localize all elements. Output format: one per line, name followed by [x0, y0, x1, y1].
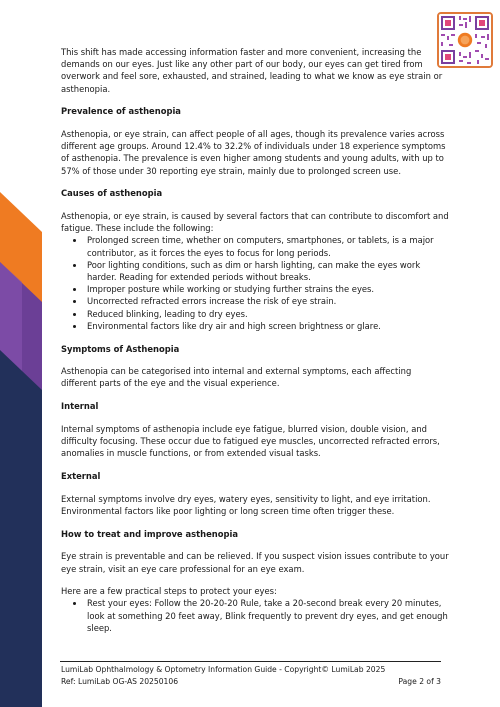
decorative-side-band [0, 0, 42, 707]
footer-reference: Ref: LumiLab OG-AS 20250106 [61, 676, 179, 686]
page-number: Page 2 of 3 [398, 676, 441, 686]
treat-paragraph: Eye strain is preventable and can be relieved. If you suspect vision issues contribute to your eye strain, visit an eye care professional for an eye exam. [61, 551, 449, 574]
prevalence-paragraph: Asthenopia, or eye strain, can affect people of all ages, though its prevalence varies across different age groups. Around 12.4% to 32.2% of individuals under 18 experience symptoms of asthenopia. The prevalence is even higher among students and young adults, with up to 57% of those under 30 reporting eye strain, mainly due to prolonged screen use. [61, 129, 446, 176]
intro-paragraph: This shift has made accessing information faster and more convenient, increasing the demands on our eyes. Just like any other part of our body, our eyes can get tired from overwork and feel sore, exhausted, and strained, leading to what we know as eye strain or asthenopia. [61, 47, 443, 94]
list-item: • Reduced blinking, leading to dry eyes. [85, 308, 449, 320]
internal-paragraph: Internal symptoms of asthenopia include eye fatigue, blurred vision, double vision, and difficulty focusing. These occur due to fatigued eye muscles, uncorrected refracted errors, anomalies in muscle functions, or from extended visual tasks. [61, 423, 440, 459]
external-paragraph: External symptoms involve dry eyes, watery eyes, sensitivity to light, and eye irritation. Environmental factors like poor lighting or long screen time often trigger these. [61, 493, 431, 516]
external-heading: External [61, 470, 101, 481]
causes-list [61, 234, 449, 332]
steps-intro: Here are a few practical steps to protect your eyes: [61, 586, 277, 597]
list-item: • Rest your eyes: Follow the 20-20-20 Rule, take a 20-second break every 20 minutes, look at something 20 feet away, Blink frequently to prevent dry eyes, and get enough sleep. [85, 597, 449, 634]
internal-heading: Internal [61, 401, 99, 412]
causes-heading: Causes of asthenopia [61, 188, 163, 199]
symptoms-paragraph: Asthenopia can be categorised into internal and external symptoms, each affecting different parts of the eye and the visual experience. [61, 366, 412, 389]
steps-list [61, 597, 449, 634]
footer-copyright: LumiLab Ophthalmology & Optometry Information Guide - Copyright© LumiLab 2025 [61, 665, 386, 674]
treat-heading: How to treat and improve asthenopia [61, 528, 239, 539]
symptoms-heading: Symptoms of Asthenopia [61, 343, 180, 354]
document-body [61, 46, 449, 634]
prevalence-heading: Prevalence of asthenopia [61, 106, 181, 117]
list-item: • Environmental factors like dry air and high screen brightness or glare. [85, 320, 449, 332]
list-item: • Improper posture while working or studying further strains the eyes. [85, 283, 449, 295]
list-item: • Uncorrected refracted errors increase the risk of eye strain. [85, 295, 449, 307]
footer [61, 664, 441, 687]
list-item: • Poor lighting conditions, such as dim or harsh lighting, can make the eyes work harder. Reading for extended periods without breaks. [85, 259, 449, 283]
footer-divider [60, 661, 441, 662]
list-item: • Prolonged screen time, whether on computers, smartphones, or tablets, is a major contributor, as it forces the eyes to focus for long periods. [85, 234, 449, 258]
causes-paragraph: Asthenopia, or eye strain, is caused by several factors that can contribute to discomfort and fatigue. These include the following: [61, 211, 449, 234]
